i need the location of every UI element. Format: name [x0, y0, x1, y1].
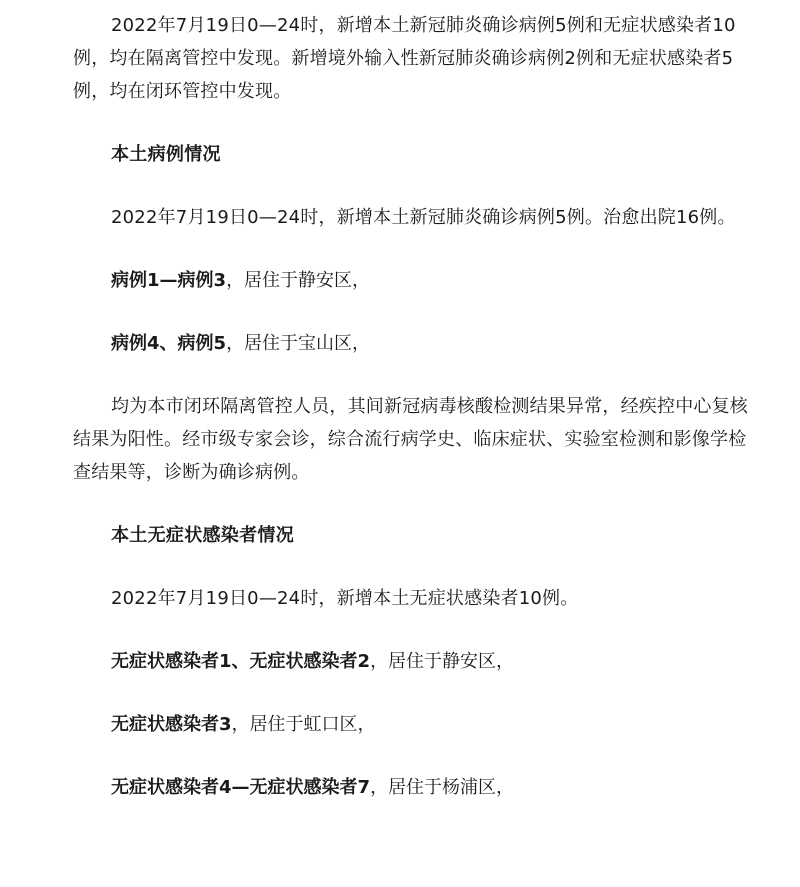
heading-asymptomatic: 本土无症状感染者情况 — [111, 525, 294, 546]
asym-4-7-label: 无症状感染者4—无症状感染者7 — [111, 777, 371, 798]
asym-4-7-location: ，居住于杨浦区， — [370, 777, 515, 798]
asym-line-1-2 — [73, 645, 763, 678]
case-line-1-3 — [73, 264, 763, 297]
case-4-5-label: 病例4、病例5 — [111, 333, 227, 354]
case-4-5-location: ，居住于宝山区， — [226, 333, 371, 354]
article-body — [73, 0, 763, 804]
asymptomatic-summary: 2022年7月19日0—24时，新增本土无症状感染者10例。 — [111, 588, 579, 609]
heading-local-cases: 本土病例情况 — [111, 144, 221, 165]
asym-3-label: 无症状感染者3 — [111, 714, 232, 735]
local-cases-summary: 2022年7月19日0—24时，新增本土新冠肺炎确诊病例5例。治愈出院16例。 — [111, 207, 736, 228]
asym-3-location: ，居住于虹口区， — [231, 714, 376, 735]
asym-1-2-location: ，居住于静安区， — [370, 651, 515, 672]
case-1-3-location: ，居住于静安区， — [226, 270, 371, 291]
asym-line-4-7 — [73, 771, 763, 804]
case-1-3-label: 病例1—病例3 — [111, 270, 227, 291]
case-line-4-5 — [73, 327, 763, 360]
cases-detail-paragraph: 均为本市闭环隔离管控人员，其间新冠病毒核酸检测结果异常，经疾控中心复核结果为阳性。经市级专家会诊，综合流行病学史、临床症状、实验室检测和影像学检查结果等，诊断为确诊病例。 — [73, 396, 748, 483]
intro-paragraph: 2022年7月19日0—24时，新增本土新冠肺炎确诊病例5例和无症状感染者10例，均在隔离管控中发现。新增境外输入性新冠肺炎确诊病例2例和无症状感染者5例，均在闭环管控中发现。 — [73, 15, 736, 102]
asym-1-2-label: 无症状感染者1、无症状感染者2 — [111, 651, 371, 672]
asym-line-3 — [73, 708, 763, 741]
